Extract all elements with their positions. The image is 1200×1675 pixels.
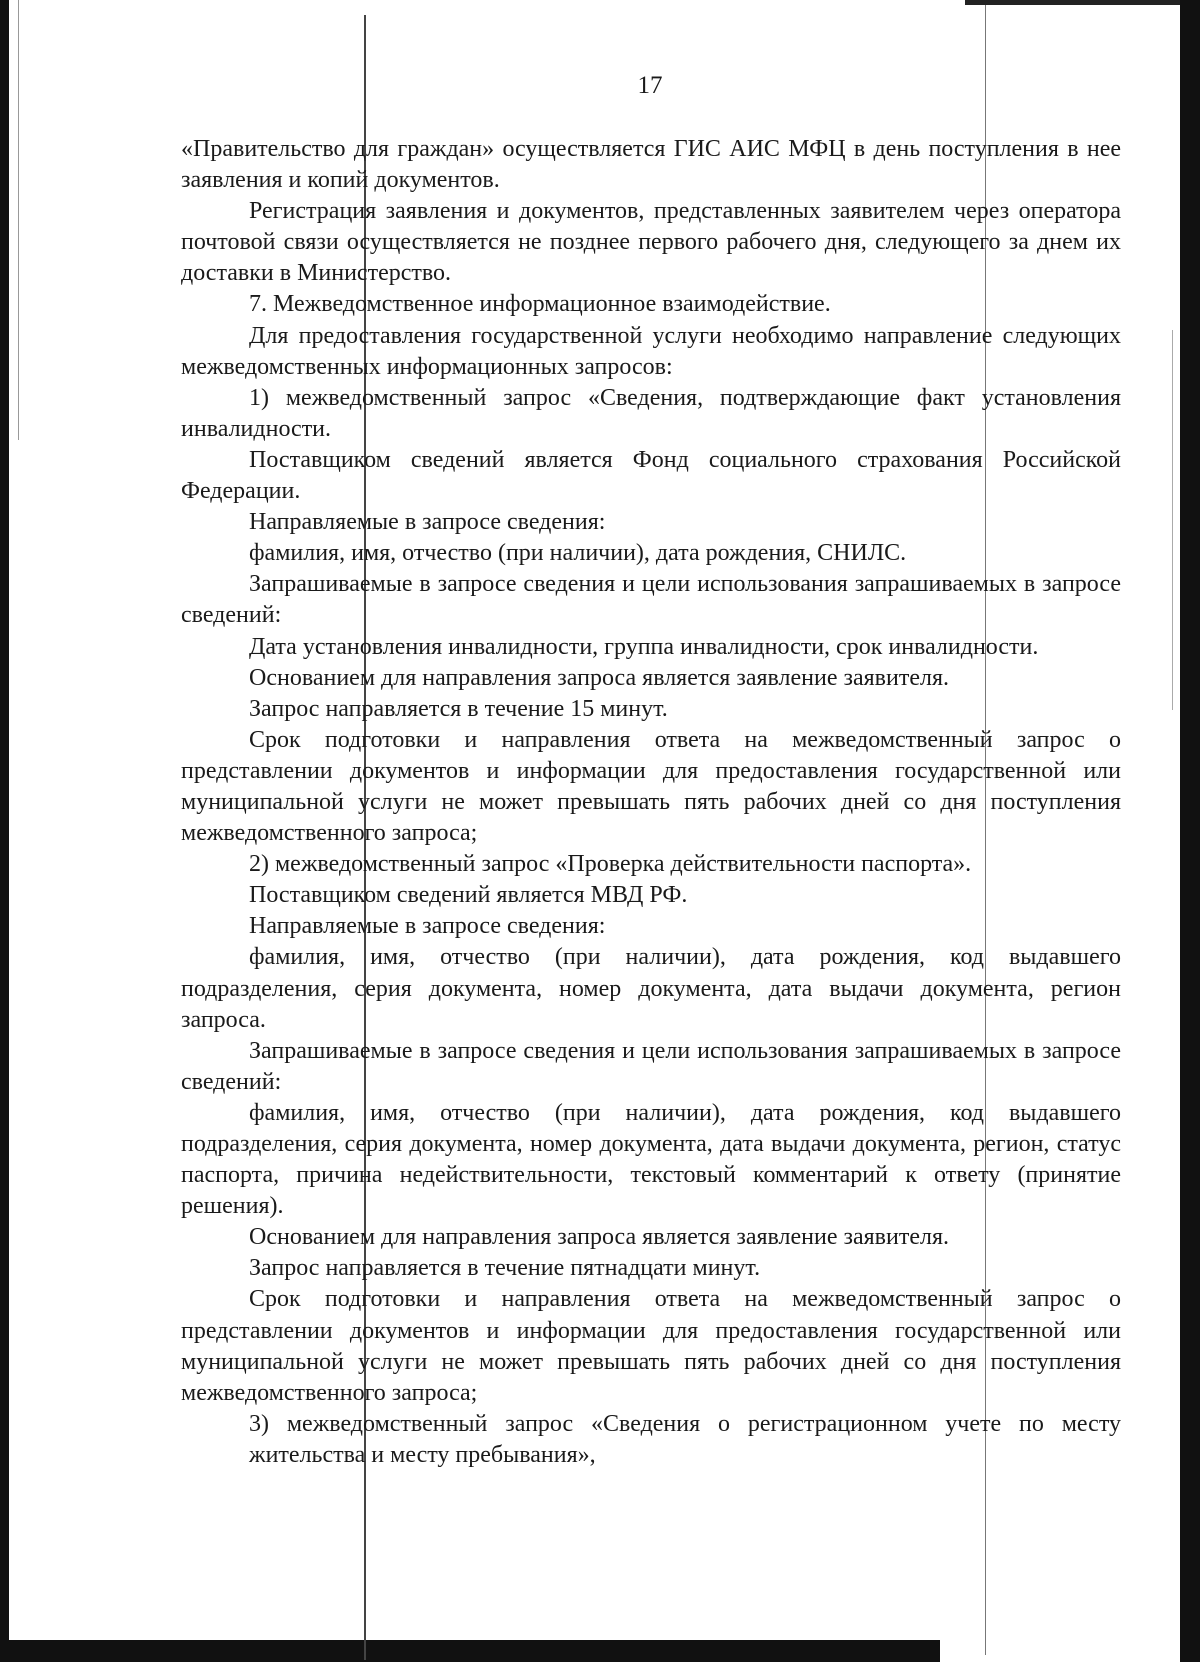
paragraph: Основанием для направления запроса является заявление заявителя. [249,1224,950,1251]
paragraph: фамилия, имя, отчество (при наличии), дата рождения, код выдавшего подразделения, серия документа, номер документа, дата выдачи документа, регион, статус паспорта, причина недействительности, текстовый комментарий к ответу (принятие решения). [181,1099,1121,1220]
paragraph: Направляемые в запросе сведения: [249,913,606,940]
paragraph: Поставщиком сведений является МВД РФ. [249,882,688,909]
paragraph: Дата установления инвалидности, группа инвалидности, срок инвалидности. [249,633,1039,660]
paragraph: Поставщиком сведений является Фонд социального страхования Российской Федерации. [181,446,1121,505]
page-number: 17 [637,72,663,99]
paragraph: фамилия, имя, отчество (при наличии), дата рождения, СНИЛС. [249,540,907,567]
section-heading: 7. Межведомственное информационное взаимодействие. [249,291,831,318]
list-item: 3) межведомственный запрос «Сведения о регистрационном учете по месту жительства и месту пребывания», [249,1410,1121,1468]
paragraph: Запрос направляется в течение пятнадцати минут. [249,1255,761,1282]
paragraph: «Правительство для граждан» осуществляется ГИС АИС МФЦ в день поступления в нее заявления и копий документов. [181,136,1121,194]
paragraph: Запрос направляется в течение 15 минут. [249,695,668,722]
list-item: 2) межведомственный запрос «Проверка действительности паспорта». [249,851,972,878]
paragraph: Запрашиваемые в запросе сведения и цели использования запрашиваемых в запросе сведений: [181,1037,1121,1095]
paragraph: Запрашиваемые в запросе сведения и цели использования запрашиваемых в запросе сведений: [181,571,1121,629]
paragraph: Срок подготовки и направления ответа на межведомственный запрос о представлении документов и информации для предоставления государственной или муниципальной услуги не может превышать пять рабочих дней со дня поступления межведомственного запроса; [181,1286,1121,1406]
document-body [181,134,1121,1471]
scan-border-top [965,0,1180,5]
paragraph: Направляемые в запросе сведения: [249,509,606,536]
paragraph: Срок подготовки и направления ответа на межведомственный запрос о представлении документов и информации для предоставления государственной или муниципальной услуги не может превышать пять рабочих дней со дня поступления межведомственного запроса; [181,726,1121,847]
paragraph: Для предоставления государственной услуги необходимо направление следующих межведомственных информационных запросов: [181,322,1121,380]
scan-fold-line [18,0,19,440]
paragraph: Основанием для направления запроса является заявление заявителя. [249,664,950,691]
scan-border-bottom [0,1640,940,1662]
list-item: 1) межведомственный запрос «Сведения, подтверждающие факт установления инвалидности. [181,384,1121,442]
paragraph: фамилия, имя, отчество (при наличии), дата рождения, код выдавшего подразделения, серия документа, номер документа, дата выдачи документа, регион запроса. [181,944,1121,1033]
scan-fold-line [1172,330,1173,710]
paragraph: Регистрация заявления и документов, представленных заявителем через оператора почтовой связи осуществляется не позднее первого рабочего дня, следующего за днем их доставки в Министерство. [181,198,1121,287]
scan-border-right [1180,0,1200,1662]
scan-border-left [0,0,9,1660]
